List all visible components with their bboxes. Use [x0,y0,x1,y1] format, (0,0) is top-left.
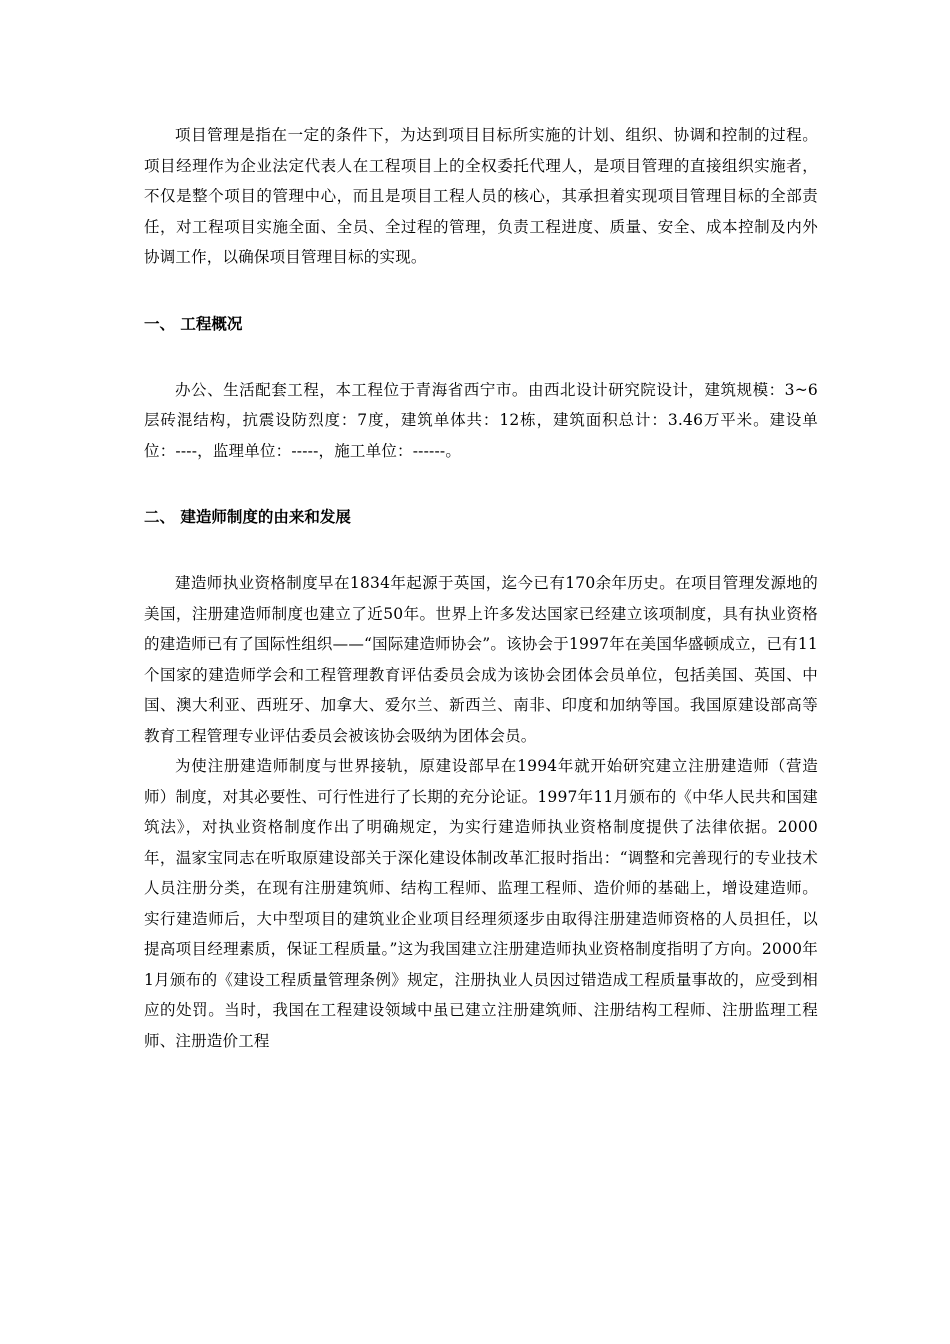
spacer [144,532,818,568]
section-heading-history: 二、 建造师制度的由来和发展 [144,508,351,526]
history-paragraph-1: 建造师执业资格制度早在1834年起源于英国，迄今已有170余年历史。在项目管理发源地的美国，注册建造师制度也建立了近50年。世界上许多发达国家已经建立该项制度，具有执业资格的建造师已有了国际性组织——“国际建造师协会”。该协会于1997年在美国华盛顿成立，已有11个国家的建造师学会和工程管理教育评估委员会成为该协会团体会员单位，包括美国、英国、中国、澳大利亚、西班牙、加拿大、爱尔兰、新西兰、南非、印度和加纳等国。我国原建设部高等教育工程管理专业评估委员会被该协会吸纳为团体会员。 [144,574,818,745]
section-heading-overview: 一、 工程概况 [144,314,243,333]
intro-paragraph: 项目管理是指在一定的条件下，为达到项目目标所实施的计划、组织、协调和控制的过程。项目经理作为企业法定代表人在工程项目上的全权委托代理人，是项目管理的直接组织实施者，不仅是整个项目的管理中心，而且是项目工程人员的核心，其承担着实现项目管理目标的全部责任，对工程项目实施全面、全员、全过程的管理，负责工程进度、质量、安全、成本控制及内外协调工作，以确保项目管理目标的实现。 [144,126,818,266]
spacer [144,466,818,502]
spacer [144,273,818,309]
history-paragraph-2: 为使注册建造师制度与世界接轨，原建设部早在1994年就开始研究建立注册建造师（营造师）制度，对其必要性、可行性进行了长期的充分论证。1997年11月颁布的《中华人民共和国建筑法》，对执业资格制度作出了明确规定，为实行建造师执业资格制度提供了法律依据。2000年，温家宝同志在听取原建设部关于深化建设体制改革汇报时指出：“调整和完善现行的专业技术人员注册分类，在现有注册建筑师、结构工程师、监理工程师、造价师的基础上，增设建造师。实行建造师后，大中型项目的建筑业企业项目经理须逐步由取得注册建造师资格的人员担任，以提高项目经理素质，保证工程质量。”这为我国建立注册建造师执业资格制度指明了方向。2000年1月颁布的《建设工程质量管理条例》规定，注册执业人员因过错造成工程质量事故的，应受到相应的处罚。当时，我国在工程建设领域中虽已建立注册建筑师、注册结构工程师、注册监理工程师、注册造价工程 [144,757,818,1050]
overview-paragraph: 办公、生活配套工程，本工程位于青海省西宁市。由西北设计研究院设计，建筑规模：3~6层砖混结构，抗震设防烈度：7度，建筑单体共：12栋，建筑面积总计：3.46万平米。建设单位：----，监理单位：-----，施工单位：------。 [144,380,818,460]
document-body [144,120,818,1056]
spacer [144,339,818,375]
